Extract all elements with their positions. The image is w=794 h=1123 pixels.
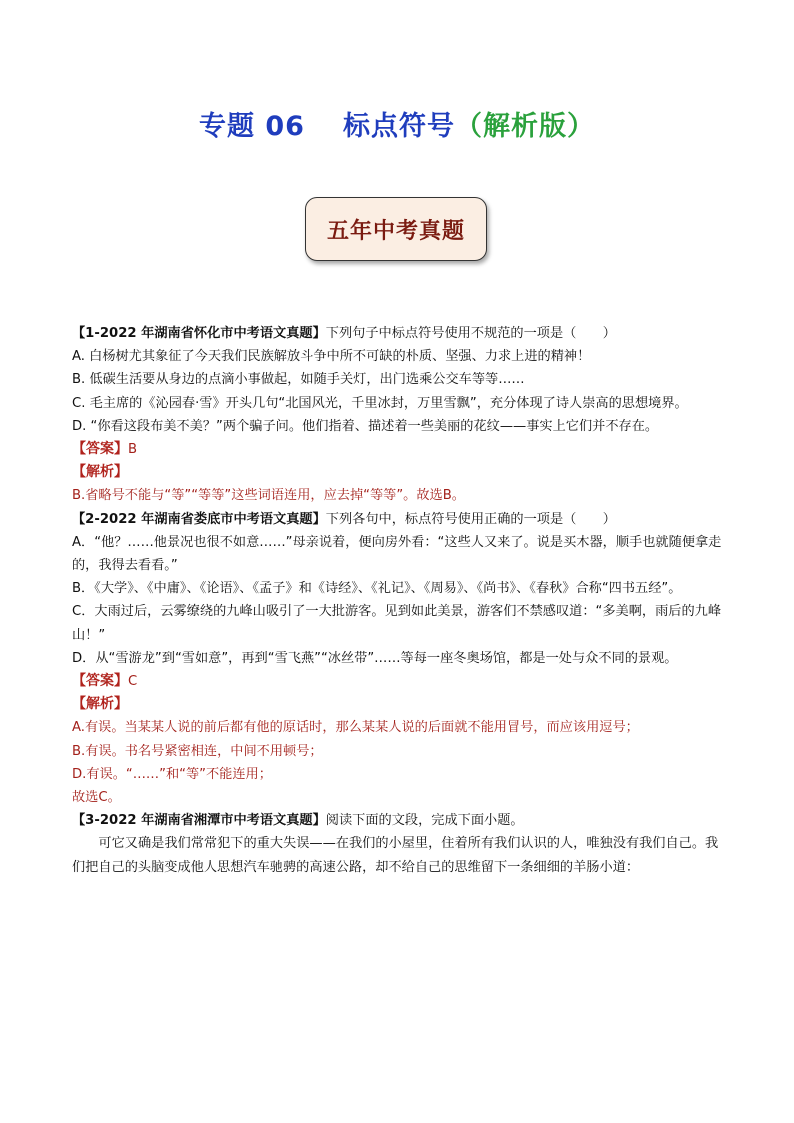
question-2-source: 【2-2022 年湖南省娄底市中考语文真题】 <box>72 511 326 527</box>
question-2-analysis-b: B.有误。书名号紧密相连，中间不用顿号； <box>72 743 323 759</box>
document-body <box>72 322 724 879</box>
question-3-source: 【3-2022 年湖南省湘潭市中考语文真题】 <box>72 813 326 829</box>
question-2-answer <box>72 670 724 693</box>
question-2-option-a: A．“他？……他景况也很不如意……”母亲说着，便向房外看：“这些人又来了。说是买木器，顺手也就随便拿走的，我得去看看。” <box>72 534 722 574</box>
question-2-option-b: B．《大学》、《中庸》、《论语》、《孟子》和《诗经》、《礼记》、《周易》、《尚书》、《春秋》合称“四书五经”。 <box>72 581 682 597</box>
question-2-option-d: D．从“雪游龙”到“雪如意”，再到“雪飞燕”“冰丝带”……等每一座冬奥场馆，都是一处与众不同的景观。 <box>72 650 678 666</box>
question-2-analysis-a: A.有误。当某某人说的前后都有他的原话时，那么某某人说的后面就不能用冒号，而应该用逗号； <box>72 720 639 736</box>
question-1-stem <box>72 322 724 345</box>
question-1-option-a: A. 白杨树尤其象征了今天我们民族解放斗争中所不可缺的朴质、坚强、力求上进的精神！ <box>72 349 591 365</box>
question-1-text: 下列句子中标点符号使用不规范的一项是（ ） <box>325 326 616 341</box>
section-badge: 五年中考真题 <box>305 197 487 261</box>
question-3-stem <box>72 809 724 832</box>
question-1-option-b: B. 低碳生活要从身边的点滴小事做起，如随手关灯，出门选乘公交车等等…… <box>72 372 525 388</box>
title-suffix: （解析版） <box>454 111 595 142</box>
answer-label: 【答案】 <box>72 441 128 458</box>
question-2-text: 下列各句中，标点符号使用正确的一项是（ ） <box>325 511 616 527</box>
answer-value: B <box>128 442 138 458</box>
answer-label: 【答案】 <box>72 673 128 690</box>
title-topic: 标点符号 <box>342 111 455 142</box>
question-2-stem <box>72 508 724 531</box>
question-2-option-c: C．大雨过后，云雾缭绕的九峰山吸引了一大批游客。见到如此美景，游客们不禁感叹道：“多美啊，雨后的九峰山！” <box>72 604 722 643</box>
page-title <box>0 104 794 143</box>
question-2-analysis-d: D.有误。“……”和“等”不能连用； <box>72 766 272 782</box>
question-3-text: 阅读下面的文段，完成下面小题。 <box>325 813 524 829</box>
question-2-analysis-conclusion: 故选C。 <box>72 790 121 806</box>
answer-value: C <box>128 674 138 690</box>
question-1-answer <box>72 438 724 461</box>
question-1-source: 【1-2022 年湖南省怀化市中考语文真题】 <box>72 326 326 341</box>
title-prefix: 专题 06 <box>199 111 305 142</box>
question-2-analysis-label: 【解析】 <box>72 696 128 713</box>
question-1-analysis: B.省略号不能与“等”“等等”这些词语连用，应去掉“等等”。故选B。 <box>72 488 465 504</box>
question-3-passage: 可它又确是我们常常犯下的重大失误——在我们的小屋里，住着所有我们认识的人，唯独没有我们自己。我们把自己的头脑变成他人思想汽车驰骋的高速公路，却不给自己的思维留下一条细细的羊肠小道： <box>72 836 719 875</box>
question-1-analysis-label: 【解析】 <box>72 464 128 481</box>
question-1-option-d: D. “你看这段布美不美？”两个骗子问。他们指着、描述着一些美丽的花纹——事实上它们并不存在。 <box>72 418 659 434</box>
question-1-option-c: C. 毛主席的《沁园春·雪》开头几句“北国风光，千里冰封，万里雪飘”，充分体现了诗人崇高的思想境界。 <box>72 395 688 411</box>
